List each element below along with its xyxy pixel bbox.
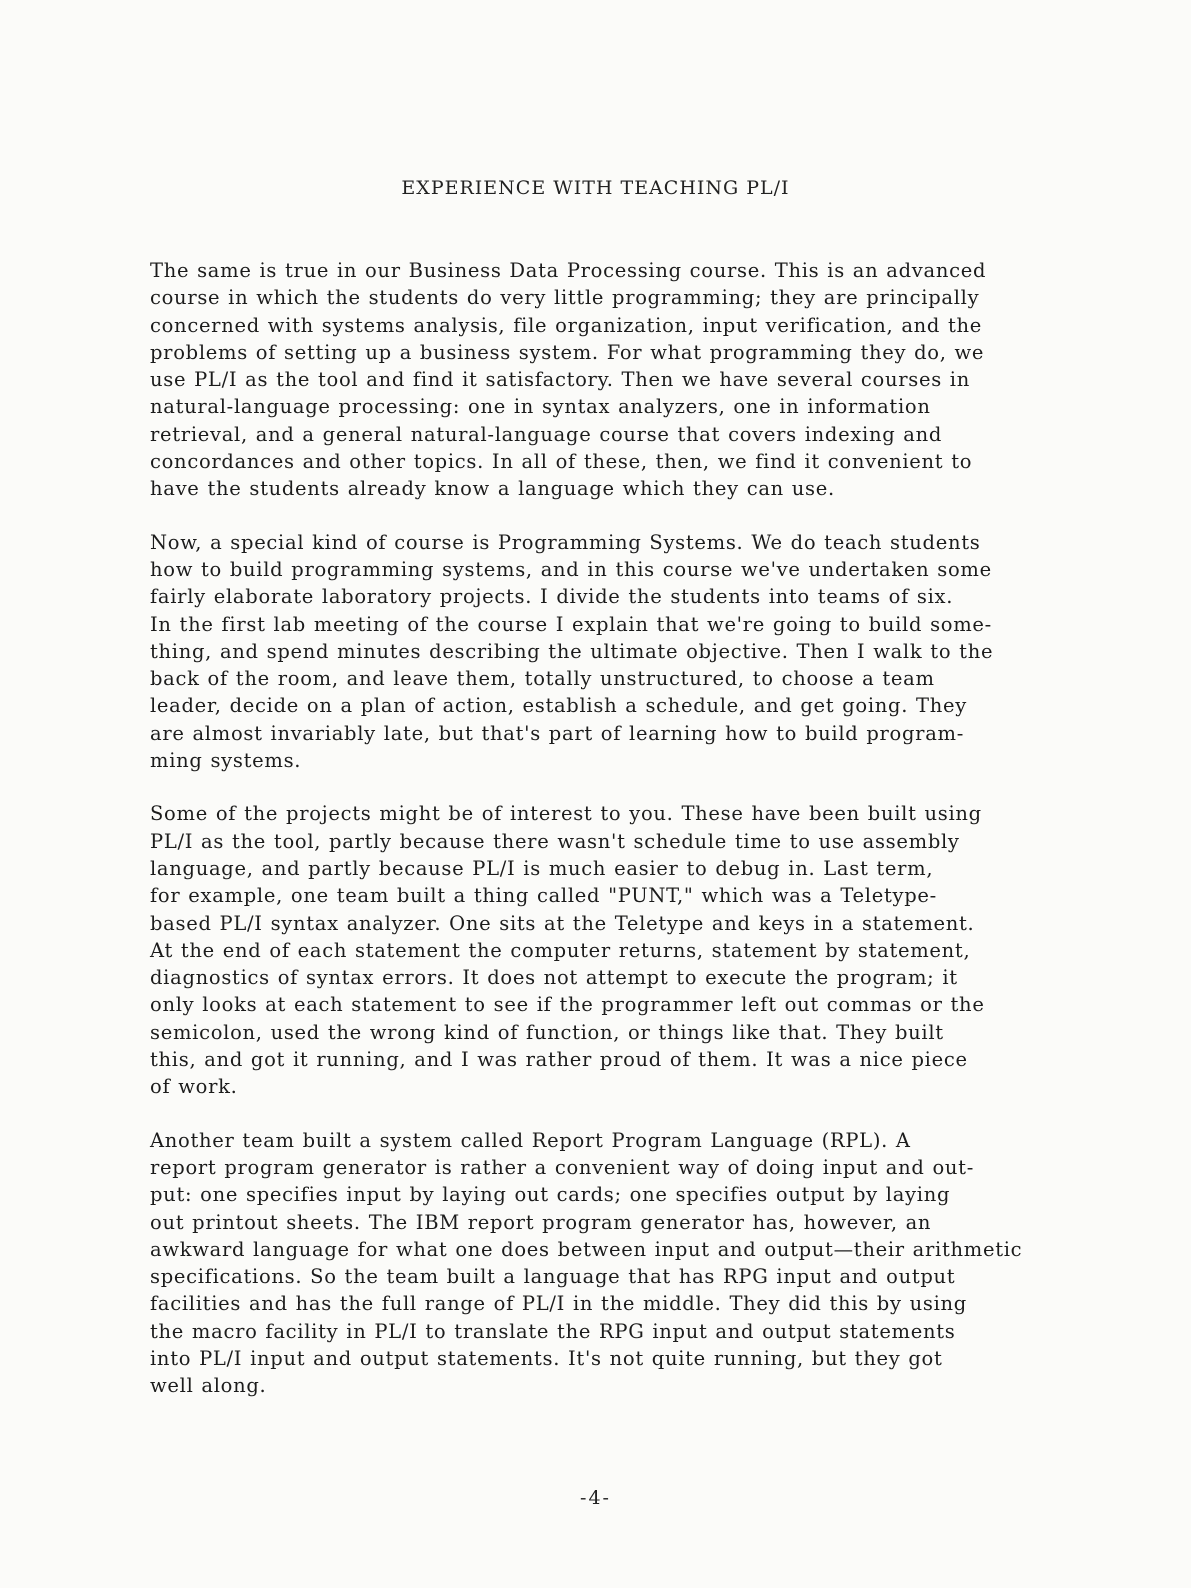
text-line: thing, and spend minutes describing the ultimate objective. Then I walk to the: [150, 639, 994, 663]
text-line: are almost invariably late, but that's part of learning how to build program-: [150, 721, 965, 745]
text-line: Another team built a system called Report Program Language (RPL). A: [150, 1128, 911, 1152]
text-line: well along.: [150, 1374, 267, 1398]
text-line: back of the room, and leave them, totally unstructured, to choose a team: [150, 667, 935, 691]
text-line: use PL/I as the tool and find it satisfactory. Then we have several courses in: [150, 368, 970, 392]
text-line: retrieval, and a general natural-language course that covers indexing and: [150, 422, 943, 446]
text-line: have the students already know a language which they can use.: [150, 477, 835, 501]
text-line: put: one specifies input by laying out cards; one specifies output by laying: [150, 1183, 951, 1207]
paragraph: [150, 800, 1130, 1100]
text-line: concordances and other topics. In all of these, then, we find it convenient to: [150, 450, 973, 474]
text-line: into PL/I input and output statements. It's not quite running, but they got: [150, 1346, 943, 1370]
text-line: facilities and has the full range of PL/I in the middle. They did this by using: [150, 1292, 967, 1316]
text-line: of work.: [150, 1075, 238, 1099]
paragraph: [150, 257, 1130, 503]
paragraph: [150, 529, 1130, 775]
text-line: concerned with systems analysis, file organization, input verification, and the: [150, 313, 983, 337]
text-line: the macro facility in PL/I to translate the RPG input and output statements: [150, 1319, 956, 1343]
paragraph: [150, 1127, 1130, 1400]
text-line: diagnostics of syntax errors. It does not attempt to execute the program; it: [150, 966, 958, 990]
text-line: report program generator is rather a convenient way of doing input and out-: [150, 1155, 974, 1179]
text-line: only looks at each statement to see if the programmer left out commas or the: [150, 993, 985, 1017]
text-line: problems of setting up a business system. For what programming they do, we: [150, 340, 985, 364]
body-text: [150, 257, 1130, 1426]
text-line: this, and got it running, and I was rather proud of them. It was a nice piece: [150, 1048, 968, 1072]
text-line: based PL/I syntax analyzer. One sits at the Teletype and keys in a statement.: [150, 911, 975, 935]
page-title: EXPERIENCE WITH TEACHING PL/I: [401, 177, 790, 199]
text-line: specifications. So the team built a language that has RPG input and output: [150, 1265, 956, 1289]
text-line: out printout sheets. The IBM report program generator has, however, an: [150, 1210, 932, 1234]
text-line: leader, decide on a plan of action, establish a schedule, and get going. They: [150, 694, 967, 718]
text-line: awkward language for what one does between input and output—their arithmetic: [150, 1237, 1023, 1261]
text-line: ming systems.: [150, 749, 302, 773]
text-line: language, and partly because PL/I is much easier to debug in. Last term,: [150, 856, 934, 880]
text-line: Now, a special kind of course is Programming Systems. We do teach students: [150, 530, 981, 554]
page-number: -4-: [580, 1487, 611, 1509]
text-line: fairly elaborate laboratory projects. I divide the students into teams of six.: [150, 585, 954, 609]
text-line: At the end of each statement the computer returns, statement by statement,: [150, 938, 971, 962]
text-line: PL/I as the tool, partly because there wasn't schedule time to use assembly: [150, 829, 960, 853]
text-line: Some of the projects might be of interest to you. These have been built using: [150, 802, 982, 826]
text-line: how to build programming systems, and in this course we've undertaken some: [150, 557, 992, 581]
text-line: natural-language processing: one in syntax analyzers, one in information: [150, 395, 931, 419]
text-line: course in which the students do very little programming; they are principally: [150, 286, 980, 310]
text-line: semicolon, used the wrong kind of function, or things like that. They built: [150, 1020, 944, 1044]
text-line: The same is true in our Business Data Processing course. This is an advanced: [150, 259, 987, 282]
text-line: In the first lab meeting of the course I explain that we're going to build some-: [150, 612, 992, 636]
text-line: for example, one team built a thing called "PUNT," which was a Teletype-: [150, 884, 937, 908]
